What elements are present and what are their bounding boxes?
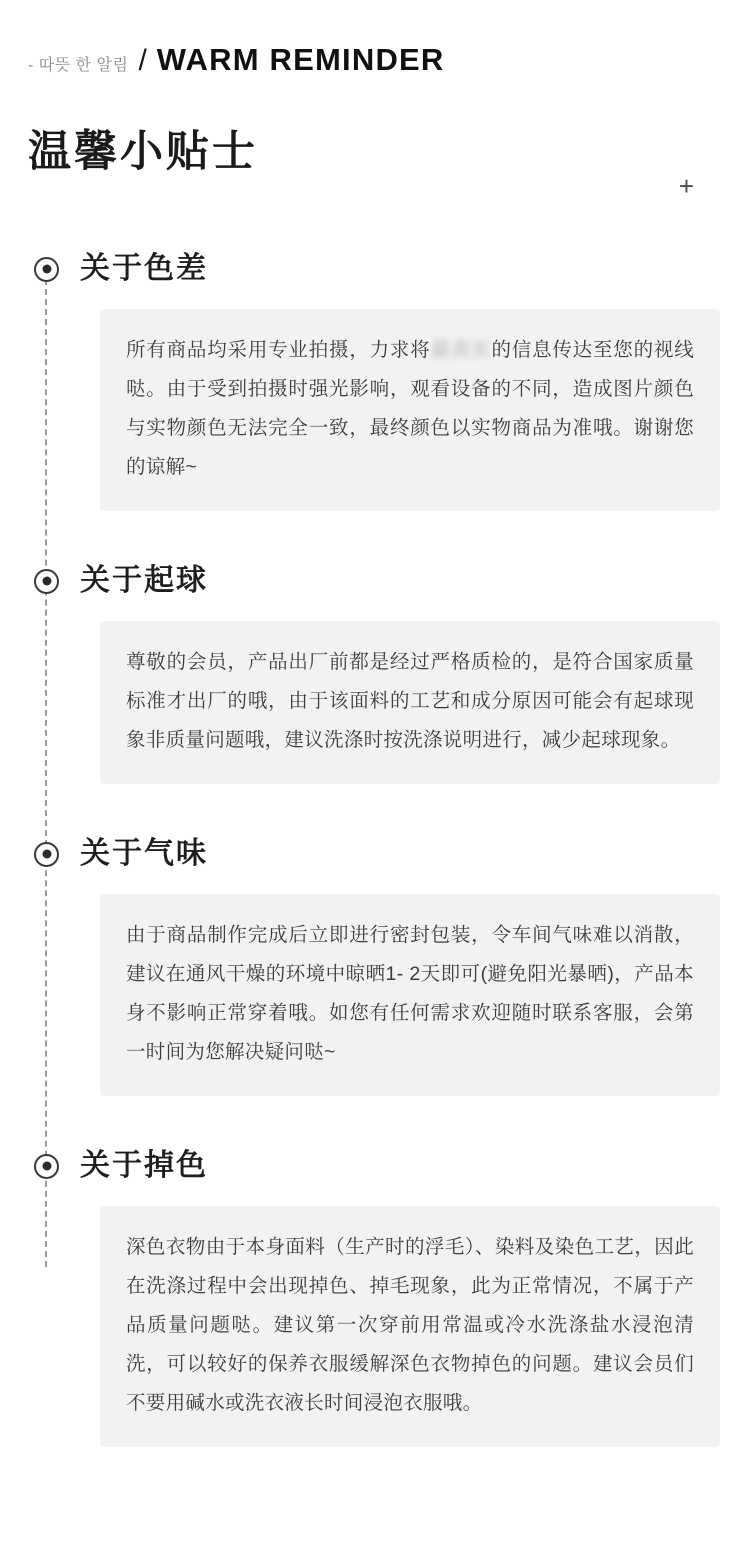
section-text-part-after: 的信息传达至您的视线哒。由于受到拍摄时强光影响，观看设备的不同，造成图片颜色与实物颜色无法完全一致，最终颜色以实物商品为准哦。谢谢您的谅解~	[126, 338, 694, 478]
section-text-color-difference	[126, 331, 694, 487]
timeline-bullet-icon	[34, 257, 59, 282]
title-row	[28, 100, 722, 205]
slash-divider: /	[138, 44, 147, 77]
timeline-bullet-icon	[34, 842, 59, 867]
timeline-bullet-icon	[34, 569, 59, 594]
list-item	[28, 1148, 722, 1447]
list-item	[28, 251, 722, 511]
section-title-pilling: 关于起球	[80, 563, 208, 597]
tips-timeline	[0, 251, 750, 1567]
section-title-color-difference: 关于色差	[80, 251, 208, 285]
section-body-pilling	[100, 621, 720, 784]
section-text-part-before: 所有商品均采用专业拍摄，力求将	[126, 338, 431, 361]
list-item	[28, 563, 722, 784]
eyebrow-english-title: WARM REMINDER	[156, 42, 445, 77]
list-item	[28, 836, 722, 1096]
section-text-color-fading: 深色衣物由于本身面料（生产时的浮毛）、染料及染色工艺，因此在洗涤过程中会出现掉色、掉毛现象，此为正常情况，不属于产品质量问题哒。建议第一次穿前用常温或冷水洗涤盐水浸泡清洗，可以较好的保养衣服缓解深色衣物掉色的问题。建议会员们不要用碱水或洗衣液长时间浸泡衣服哦。	[126, 1235, 694, 1414]
section-text-odor: 由于商品制作完成后立即进行密封包装，令车间气味难以消散，建议在通风干燥的环境中晾晒1- 2天即可(避免阳光暴晒)，产品本身不影响正常穿着哦。如您有任何需求欢迎随时联系客服，会第一时间为您解决疑问哒~	[126, 923, 694, 1063]
timeline-bullet-icon	[34, 1154, 59, 1179]
eyebrow-korean-label: - 따뜻 한 알림	[28, 57, 129, 74]
eyebrow-row	[28, 44, 722, 76]
section-body-color-difference	[100, 309, 720, 511]
section-body-color-fading	[100, 1206, 720, 1447]
section-text-pilling: 尊敬的会员，产品出厂前都是经过严格质检的，是符合国家质量标准才出厂的哦，由于该面料的工艺和成分原因可能会有起球现象非质量问题哦，建议洗涤时按洗涤说明进行，减少起球现象。	[126, 650, 694, 751]
section-body-odor	[100, 894, 720, 1096]
plus-icon: +	[678, 170, 694, 201]
section-title-odor: 关于气味	[80, 836, 208, 870]
page-title: 温馨小贴士	[28, 127, 258, 176]
section-text-blurred: 最真实	[430, 338, 492, 361]
section-title-color-fading: 关于掉色	[80, 1148, 208, 1182]
page-header	[0, 0, 750, 205]
